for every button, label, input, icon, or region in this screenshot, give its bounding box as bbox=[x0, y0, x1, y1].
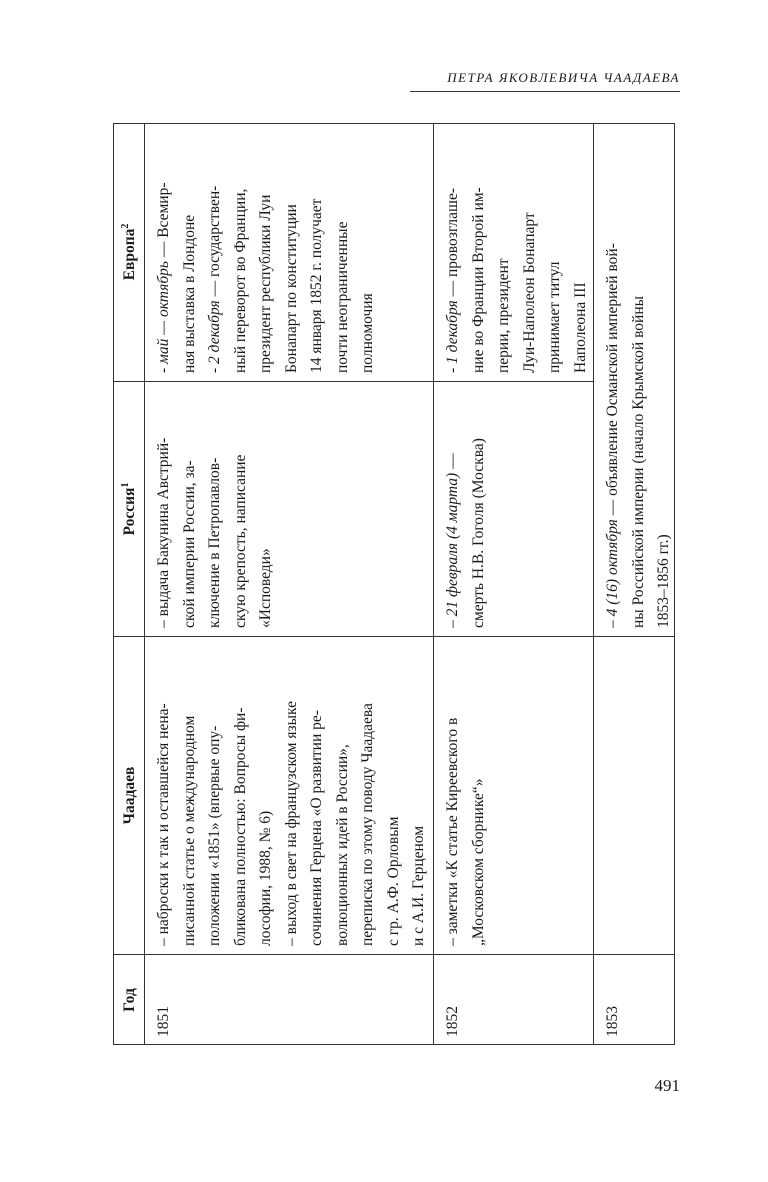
event-text: — государствен- bbox=[206, 185, 223, 301]
chaadaev-cell-1851 bbox=[144, 637, 433, 955]
text-line: Наполеона III bbox=[571, 282, 589, 373]
russia-cell-1852 bbox=[433, 382, 593, 637]
text-line: «Исповеди» bbox=[257, 548, 274, 628]
chronology-table-wrapper bbox=[113, 123, 675, 1045]
text-line bbox=[440, 131, 466, 373]
chaadaev-cell-1853 bbox=[593, 637, 675, 955]
header-europe bbox=[113, 123, 144, 382]
text-line: Бонапарт по конституции bbox=[282, 204, 300, 373]
text-line: волюционных идей в России», bbox=[333, 744, 351, 946]
text-line bbox=[600, 131, 626, 628]
event-text: — bbox=[444, 453, 461, 473]
footnote-marker: 1 bbox=[119, 482, 131, 488]
year-label: 1851 bbox=[155, 1006, 172, 1037]
text-line: и с А.И. Герценом bbox=[410, 825, 427, 946]
text-line: „Московском сборнике“» bbox=[469, 778, 487, 946]
event-date: – 21 февраля (4 марта) bbox=[444, 472, 461, 628]
text-line: Луи-Наполеон Бонапарт bbox=[520, 212, 538, 373]
year-label: 1853 bbox=[604, 1006, 621, 1037]
header-russia-label: Россия bbox=[121, 487, 138, 536]
year-cell-1853 bbox=[593, 955, 675, 1045]
event-text: — объявление Османской империей вой- bbox=[604, 243, 621, 520]
text-line bbox=[440, 390, 466, 628]
text-line: – наброски к так и оставшейся нена- bbox=[155, 703, 172, 946]
text-line: смерть Н.В. Гоголя (Москва) bbox=[469, 438, 487, 628]
text-line: ние во Франции Второй им- bbox=[469, 187, 487, 373]
text-line: сочинения Герцена «О развитии ре- bbox=[308, 710, 325, 946]
event-text: — Всемир- bbox=[155, 182, 172, 262]
event-text: — провозглаше- bbox=[444, 187, 461, 301]
text-line: бликована полностью: Вопросы фи- bbox=[231, 707, 249, 946]
text-line: ная выставка в Лондоне bbox=[180, 214, 198, 373]
chronology-table bbox=[113, 123, 675, 1045]
text-line: почти неограниченные bbox=[333, 221, 351, 373]
header-rule bbox=[410, 91, 680, 92]
text-line: ный переворот во Франции, bbox=[231, 188, 249, 373]
year-cell-1852 bbox=[433, 955, 593, 1045]
russia-cell-1851 bbox=[144, 382, 433, 637]
text-line: писанной статье о международном bbox=[180, 715, 198, 946]
text-line: – заметки «К статье Киреевского в bbox=[444, 717, 461, 946]
header-chaadaev-label: Чаадаев bbox=[121, 766, 138, 825]
text-line: с гр. А.Ф. Орловым bbox=[384, 816, 402, 946]
event-date: - 1 декабря bbox=[444, 300, 461, 373]
text-line: 14 января 1852 г. получает bbox=[308, 198, 325, 373]
europe-cell-1852 bbox=[433, 123, 593, 382]
text-line: – выход в свет на французском языке bbox=[282, 700, 300, 946]
text-line: ны Российской империи (начало Крымской войны bbox=[629, 295, 647, 628]
text-line: перии, президент bbox=[495, 258, 512, 373]
year-label: 1852 bbox=[444, 1006, 461, 1037]
running-head: ПЕТРА ЯКОВЛЕВИЧА ЧААДАЕВА bbox=[447, 70, 680, 85]
year-cell-1851 bbox=[144, 955, 433, 1045]
header-russia bbox=[113, 382, 144, 637]
text-line: принимает титул bbox=[546, 261, 563, 373]
header-europe-label: Европа bbox=[121, 228, 138, 281]
text-line: скую крепость, написание bbox=[231, 454, 249, 628]
header-year-label: Год bbox=[121, 988, 138, 1012]
text-line bbox=[202, 131, 228, 373]
header-chaadaev bbox=[113, 637, 144, 955]
text-line: – выдача Бакунина Австрий- bbox=[155, 437, 172, 628]
chaadaev-cell-1852 bbox=[433, 637, 593, 955]
event-date: - май — октябрь bbox=[155, 261, 172, 373]
footnote-marker: 2 bbox=[119, 223, 131, 229]
text-line: полномочия bbox=[359, 293, 376, 373]
text-line: ключение в Петропавлов- bbox=[206, 457, 223, 628]
event-date: – 4 (16) октября bbox=[604, 519, 621, 628]
text-line: положении «1851» (впервые опу- bbox=[206, 725, 223, 946]
text-line: переписка по этому поводу Чаадаева bbox=[359, 703, 376, 946]
text-line: президент республики Луи bbox=[257, 194, 274, 373]
europe-cell-1851 bbox=[144, 123, 433, 382]
event-date: - 2 декабря bbox=[206, 300, 223, 373]
text-line: ской империи России, за- bbox=[180, 460, 198, 628]
text-line: лософии, 1988, № 6) bbox=[257, 810, 274, 946]
text-line bbox=[151, 131, 177, 373]
page-number: 491 bbox=[654, 1076, 680, 1095]
russia-europe-merged-cell-1853 bbox=[593, 123, 675, 637]
text-line: 1853–1856 гг.) bbox=[655, 534, 672, 628]
header-year bbox=[113, 955, 144, 1045]
